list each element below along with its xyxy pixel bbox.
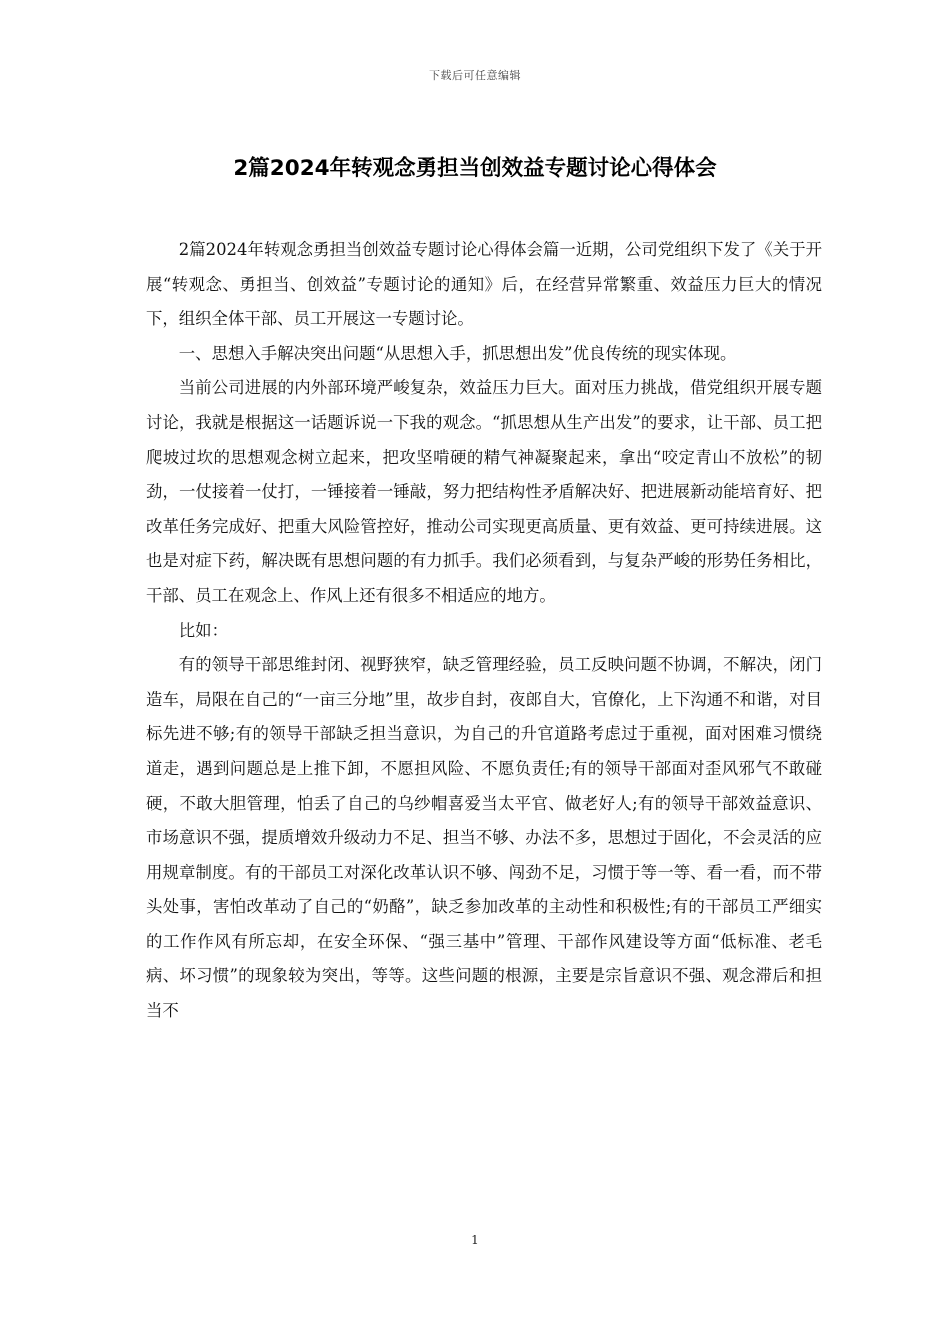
paragraph-intro: 2篇2024年转观念勇担当创效益专题讨论心得体会篇一近期，公司党组织下发了《关于开展“转观念、勇担当、创效益”专题讨论的通知》后，在经营异常繁重、效益压力巨大的情况下，组织全体干部、员工开展这一专题讨论。 [146,240,822,329]
paragraph-problems-list: 有的领导干部思维封闭、视野狭窄，缺乏管理经验，员工反映问题不协调，不解决，闭门造车，局限在自己的“一亩三分地”里，故步自封，夜郎自大，官僚化，上下沟通不和谐，对目标先进不够;有的领导干部缺乏担当意识，为自己的升官道路考虑过于重视，面对困难习惯绕道走，遇到问题总是上推下卸，不愿担风险、不愿负责任;有的领导干部面对歪风邪气不敢碰硬，不敢大胆管理，怕丢了自己的乌纱帽喜爱当太平官、做老好人;有的领导干部效益意识、市场意识不强，提质增效升级动力不足、担当不够、办法不多，思想过于固化，不会灵活的应用规章制度。有的干部员工对深化改革认识不够、闯劲不足，习惯于等一等、看一看，而不带头处事，害怕改革动了自己的“奶酪”，缺乏参加改革的主动性和积极性;有的干部员工严细实的工作作风有所忘却，在安全环保、“强三基中”管理、干部作风建设等方面“低标准、老毛病、坏习惯”的现象较为突出，等等。这些问题的根源，主要是宗旨意识不强、观念滞后和担当不 [146,655,822,1021]
paragraph-for-example: 比如： [178,620,228,640]
page-number: 1 [471,1233,479,1247]
paragraph-section-one-heading: 一、思想入手解决突出问题“从思想入手，抓思想出发”优良传统的现实体现。 [178,343,737,363]
header-note: 下载后可任意编辑 [429,69,521,82]
paragraph-current-situation: 当前公司进展的内外部环境严峻复杂，效益压力巨大。面对压力挑战，借党组织开展专题讨论，我就是根据这一话题诉说一下我的观念。“抓思想从生产出发”的要求，让干部、员工把爬坡过坎的思想观念树立起来，把攻坚啃硬的精气神凝聚起来，拿出“咬定青山不放松”的韧劲，一仗接着一仗打，一锤接着一锤敲，努力把结构性矛盾解决好、把进展新动能培育好、把改革任务完成好、把重大风险管控好，推动公司实现更高质量、更有效益、更可持续进展。这也是对症下药，解决既有思想问题的有力抓手。我们必须看到，与复杂严峻的形势任务相比，干部、员工在观念上、作风上还有很多不相适应的地方。 [146,378,822,605]
document-body [146,233,822,1029]
document-title: 2篇2024年转观念勇担当创效益专题讨论心得体会 [233,156,717,181]
